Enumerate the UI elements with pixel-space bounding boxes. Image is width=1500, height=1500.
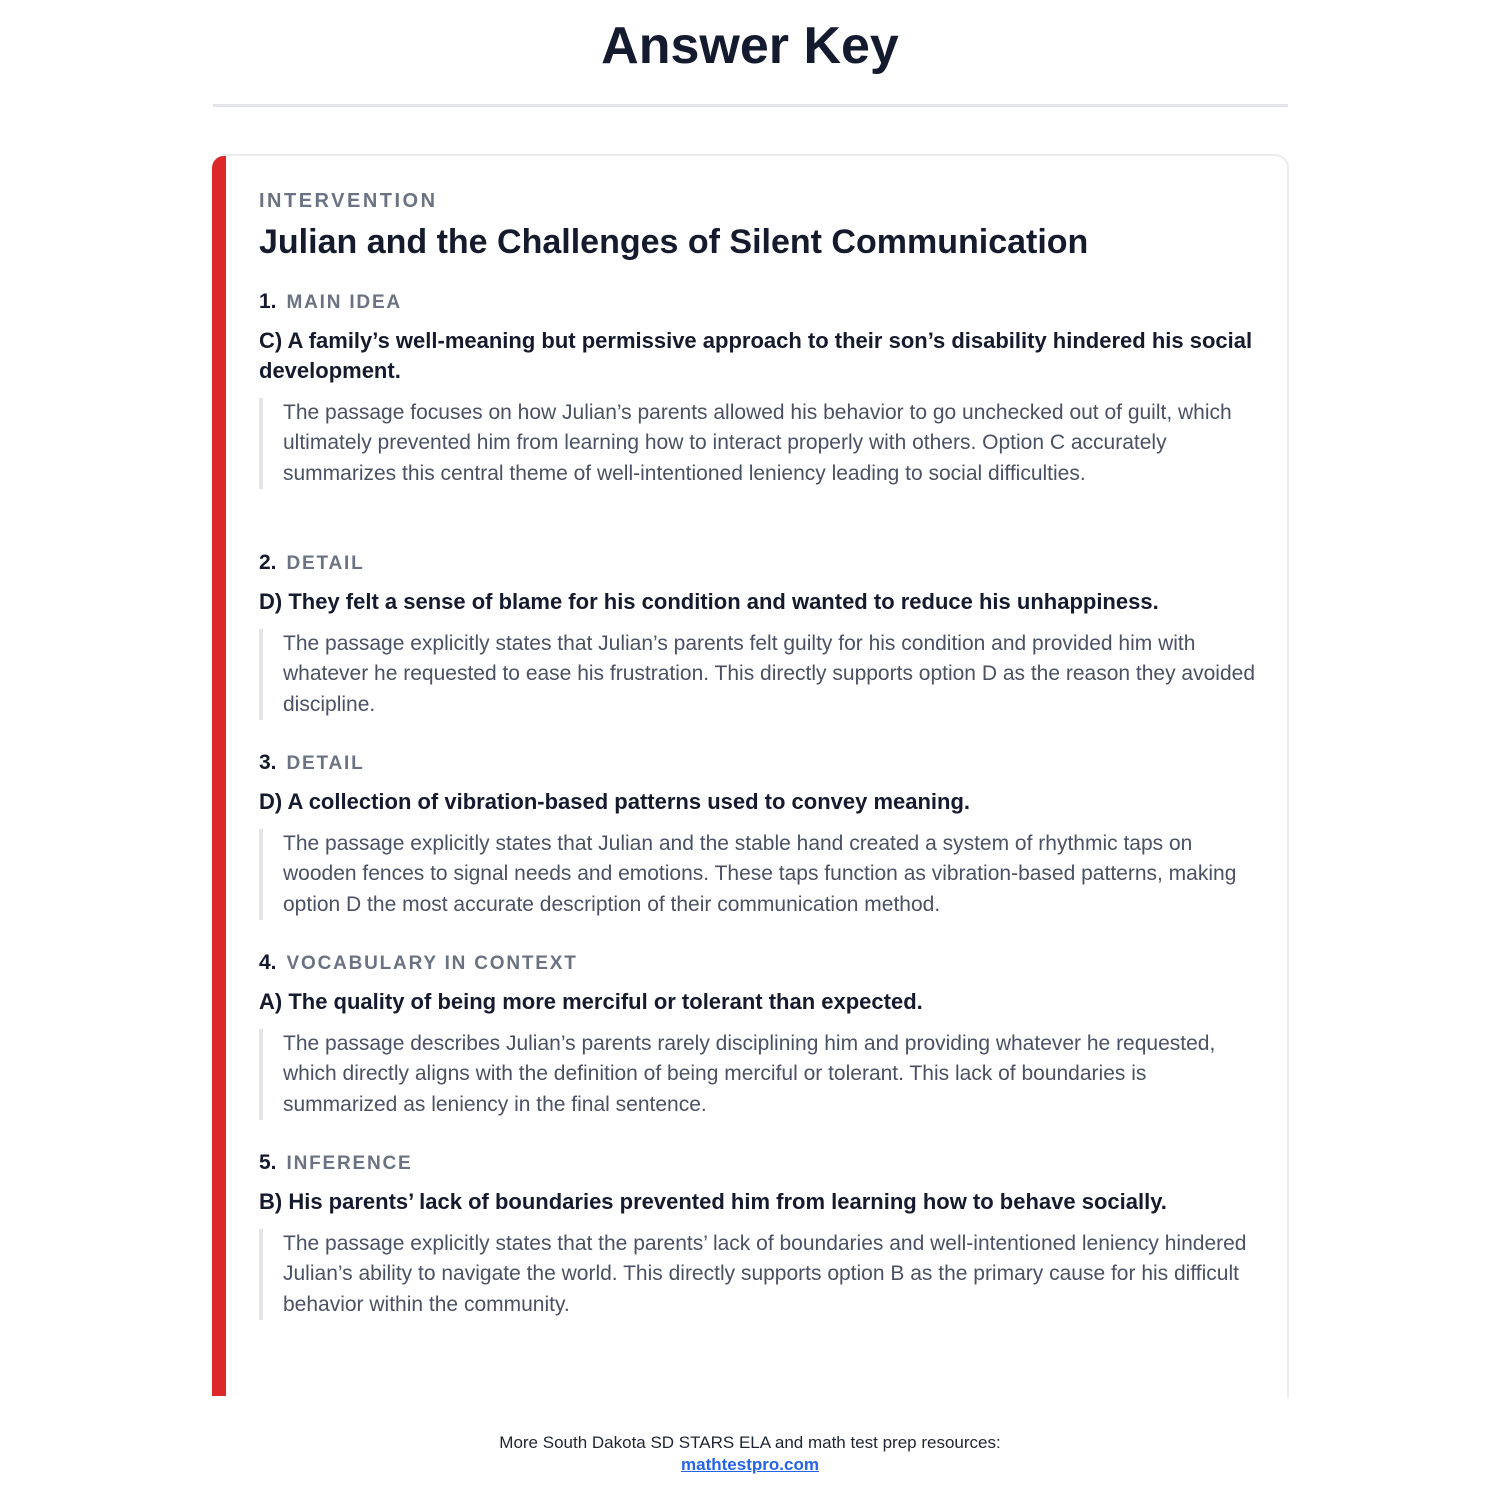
question-answer: D) They felt a sense of blame for his condition and wanted to reduce his unhappiness. xyxy=(259,589,1159,614)
question-answer: D) A collection of vibration-based patterns used to convey meaning. xyxy=(259,789,971,814)
question-item xyxy=(259,289,1259,489)
question-type: DETAIL xyxy=(286,553,365,574)
question-answer: A) The quality of being more merciful or tolerant than expected. xyxy=(259,989,923,1014)
question-type: DETAIL xyxy=(286,753,365,774)
section-title: Julian and the Challenges of Silent Communication xyxy=(259,223,1089,261)
question-answer: C) A family’s well-meaning but permissive approach to their son’s disability hindered his social development. xyxy=(259,328,1253,383)
question-number: 4. xyxy=(259,951,277,974)
question-number: 3. xyxy=(259,751,277,774)
question-explanation: The passage focuses on how Julian’s parents allowed his behavior to go unchecked out of guilt, which ultimately prevented him from learning how to interact properly with others. Option C accurately summarizes this central theme of well-intentioned leniency leading to social difficulties. xyxy=(259,398,1259,489)
question-explanation: The passage explicitly states that Julian’s parents felt guilty for his condition and provided him with whatever he requested to ease his frustration. This directly supports option D as the reason they avoided discipline. xyxy=(259,629,1259,720)
title-divider xyxy=(213,104,1288,107)
footer-text: More South Dakota SD STARS ELA and math test prep resources: xyxy=(499,1433,1001,1452)
question-explanation: The passage explicitly states that Julian and the stable hand created a system of rhythmic taps on wooden fences to signal needs and emotions. These taps function as vibration-based patterns, making option D the most accurate description of their communication method. xyxy=(259,829,1259,920)
question-item xyxy=(259,1150,1259,1320)
card-accent-bar xyxy=(212,156,226,1396)
section-label: INTERVENTION xyxy=(259,190,438,212)
question-number: 5. xyxy=(259,1151,277,1174)
question-answer: B) His parents’ lack of boundaries prevented him from learning how to behave socially. xyxy=(259,1189,1167,1214)
question-type: VOCABULARY IN CONTEXT xyxy=(286,953,578,974)
question-number: 2. xyxy=(259,551,277,574)
question-item xyxy=(259,950,1259,1120)
question-explanation: The passage describes Julian’s parents rarely disciplining him and providing whatever he requested, which directly aligns with the definition of being merciful or tolerant. This lack of boundaries is summarized as leniency in the final sentence. xyxy=(259,1029,1259,1120)
question-type: INFERENCE xyxy=(286,1153,413,1174)
question-item xyxy=(259,550,1259,720)
page-title: Answer Key xyxy=(601,17,899,75)
question-explanation: The passage explicitly states that the parents’ lack of boundaries and well-intentioned leniency hindered Julian’s ability to navigate the world. This directly supports option B as the primary cause for his difficult behavior within the community. xyxy=(259,1229,1259,1320)
question-number: 1. xyxy=(259,290,277,313)
footer-link[interactable]: mathtestpro.com xyxy=(681,1455,819,1474)
question-type: MAIN IDEA xyxy=(286,292,402,313)
question-item xyxy=(259,750,1259,920)
